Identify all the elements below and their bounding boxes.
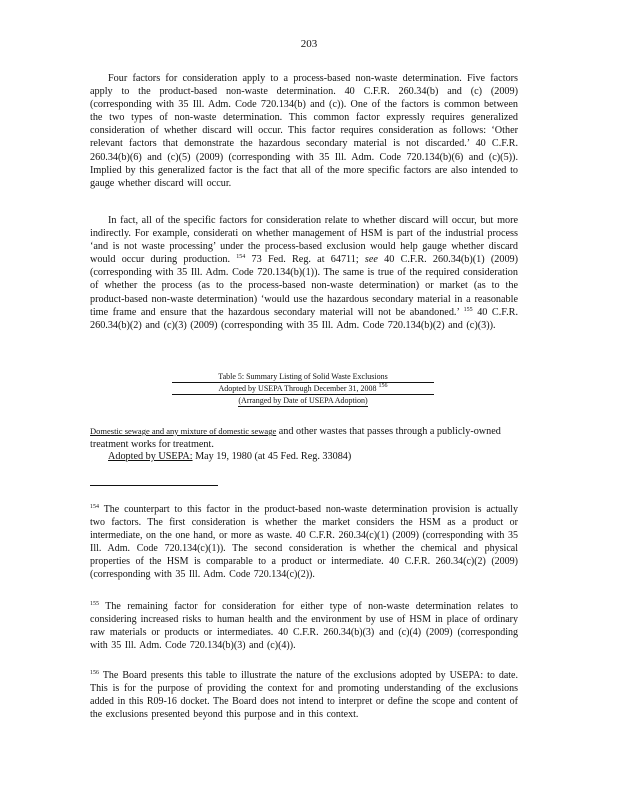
footnote-divider [90,485,218,486]
footnote-marker-154: 154 [90,504,99,510]
paragraph-discard-text-1: In fact, all of the specific factors for consideration relate to whether discard will occur, but more indirectly. For example, considerati on whether management of HSM is part of the industrial process ‘and is not waste processing’ under the process-based exclusion would help gauge whether discard would occur during production. [90,215,518,266]
paragraph-factors-text: Four factors for consideration apply to a process-based non-waste determination. Five factors apply to the product-based non-waste determination. 40 C.F.R. 260.34(b) and (c) (2009) (corresponding with 35 Ill. Adm. Code 720.134(b) and (c)). One of the factors is common between the two types of non-waste determination. This common factor expressly requires generalized consideration of whether discard will occur. This factor requires consideration as follows: ‘Other relevant factors that demonstrate the hazardous secondary material is not discarded.’ 40 C.F.R. 260.34(b)(6) and (c)(5) (2009) (corresponding with 35 Ill. Adm. Code 720.134(b)(6) and (c)(5)). Implied by this generalized factor is the fact that all of the more specific factors are also intended to gauge whether discard will occur. [90,73,518,189]
footnote-154-text: The counterpart to this factor in the product-based non-waste determination provision is actually two factors. The first consideration is whether the market considers the HSM as a product or intermediate, on the one hand, or more as waste. 40 C.F.R. 260.34(c)(1) (2009) (corresponding with 35 Ill. Adm. Code 720.134(c)(1)). The second consideration is whether the chemical and physical properties of the HSM is comparable to a product or intermediate. 40 C.F.R. 260.34(c)(2) (2009) (corresponding with 35 Ill. Adm. Code 720.134(c)(2)). [90,504,518,580]
footnote-155 [90,600,518,652]
exclusion-entry-heading-line [90,425,518,451]
footnote-marker-155: 155 [90,601,99,607]
exclusion-adopted-line [90,451,518,464]
table-title-line-1: Table 5: Summary Listing of Solid Waste Exclusions [172,371,434,383]
exclusion-entry [90,425,518,464]
footnote-156 [90,669,518,721]
footnote-marker-156: 156 [90,670,99,676]
footnote-ref-154[interactable]: 154 [236,254,246,261]
table-title [172,371,434,407]
paragraph-factors [90,72,518,190]
paragraph-discard-text-2: 73 Fed. Reg. at 64711; [251,254,359,266]
paragraph-discard [90,214,518,332]
footnote-155-text: The remaining factor for consideration for either type of non-waste determination relates to considering increased risks to human health and the environment by use of HSM in place of ordinary raw materials or products or intermediates. 40 C.F.R. 260.34(b)(3) and (c)(4) (2009) (corresponding with 35 Ill. Adm. Code 720.134(b)(3) and (c)(4)). [90,601,518,651]
table-title-line-3: (Arranged by Date of USEPA Adoption) [238,396,368,405]
exclusion-heading-rest: and other wastes that passes through a publicly-owned treatment works for treatment. [90,426,501,450]
page-number: 203 [300,38,318,50]
footnote-ref-156[interactable]: 156 [378,383,388,389]
exclusion-heading: Domestic sewage and any mixture of domestic sewage [90,426,277,436]
table-title-line-2-text: Adopted by USEPA Through December 31, 2008 [218,384,377,393]
adopted-value: May 19, 1980 (at 45 Fed. Reg. 33084) [195,451,352,462]
footnote-156-text: The Board presents this table to illustrate the nature of the exclusions adopted by USEPA: to date. This is for the purpose of providing the context for and promoting understanding of the exclusions added in this R09-16 docket. The Board does not intend to interpret or define the scope and content of the exclusions presented beyond this purpose and in this context. [90,670,518,720]
paragraph-discard-text-4: 40 C.F.R. 260.34(b)(2) and (c)(3) (2009) (corresponding with 35 Ill. Adm. Code 720.134(b)(2) and (c)(3)). [90,306,519,331]
see-signal: see [364,254,378,266]
paragraph-discard-text-3: 40 C.F.R. 260.34(b)(1) (2009) (corresponding with 35 Ill. Adm. Code 720.134(b)(1)). The same is true of the required consideration of whether the process (as to the process-based non-waste determination) or market (as to the product-based non-waste determination) ‘would use the hazardous secondary material in a reasonable time frame and ensure that the hazardous secondary material will not be abandoned.’ [90,254,519,318]
adopted-label: Adopted by USEPA: [108,451,193,462]
footnote-154 [90,503,518,581]
footnote-ref-155[interactable]: 155 [463,306,473,313]
table-title-line-2 [172,383,434,395]
